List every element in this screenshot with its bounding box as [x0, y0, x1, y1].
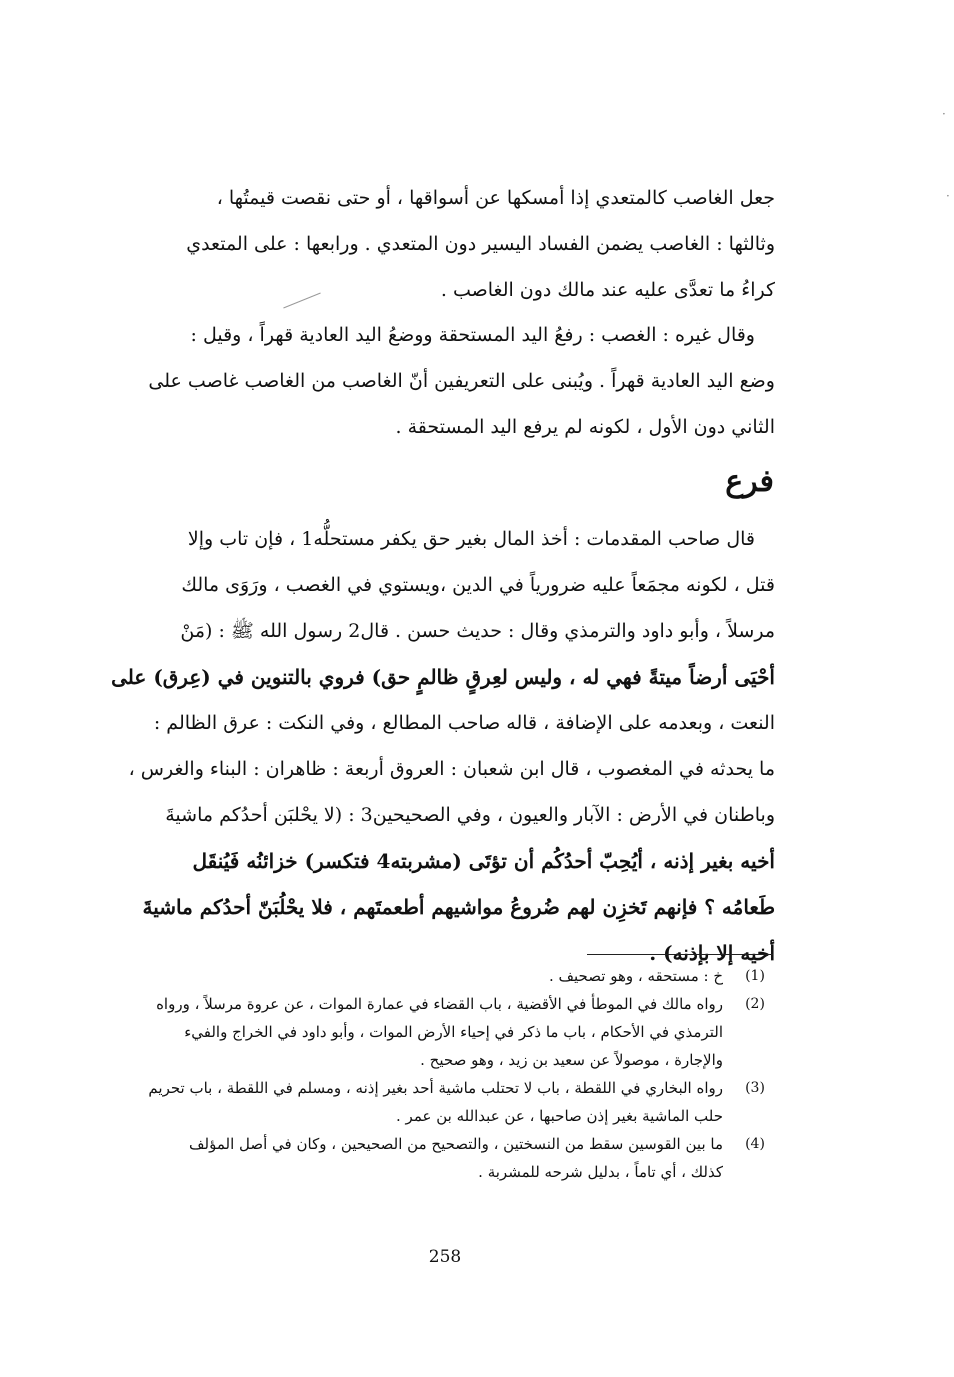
text-line: وثالثها : الغاصب يضمن الفساد اليسير دون المتعدي . ورابعها : على المتعدي: [186, 233, 775, 255]
footnote-number: (1): [745, 968, 765, 984]
footnote-line: خ : مستحقه ، وهو تصحيف .: [548, 967, 723, 985]
footnote-line: رواه مالك في الموطأ في الأقضية ، باب القضاء في عمارة الموات ، عن عروة مرسلاً ، ورواه: [156, 995, 723, 1013]
text-line: قتل ، لكونه مجمَعاً عليه ضرورياً في الدين ،ويستوي في الغصب ، ورَوَى مالك: [181, 574, 775, 596]
paragraph-2: [100, 312, 775, 450]
footnotes: [100, 962, 775, 1186]
text-line: ما يحدثه في المغصوب ، قال ابن شعبان : العروق أربعة : ظاهران : البناء والغرس ،: [128, 758, 775, 780]
text-line: النعت ، وبعدمه على الإضافة ، قاله صاحب المطالع ، وفي النكت : عرق الظالم :: [153, 712, 775, 734]
footnote-line: الترمذي في الأحكام ، باب ما ذكر في إحياء الأرض الموات ، وأبو داود في الخراج والفيء: [184, 1023, 723, 1041]
text-line: وقال غيره : الغصب : رفعُ اليد المستحقة ووضعُ اليد العادية قهراً ، وقيل :: [190, 324, 755, 346]
text-line: الثاني دون الأول ، لكونه لم يرفع اليد المستحقة .: [395, 416, 775, 438]
footnote-line: رواه البخاري في اللقطة ، باب لا تحتلب ماشية أحد بغير إذنه ، ومسلم في اللقطة ، باب تحريم: [148, 1079, 723, 1097]
footnote-3: [100, 1074, 775, 1130]
text-line-hadith: طَعامُه ؟ فإنهم تَخزِن لهم ضُروعُ مواشيهم أطعمتَهم ، فلا يحْلُبَنّ أحدُكم ماشيةَ: [142, 895, 775, 919]
footnote-line: كذلك ، أي تاماً ، بدليل شرحه للمشربة .: [478, 1163, 723, 1181]
text-line-hadith: أخيه إلا بإذنه) .: [649, 941, 775, 965]
margin-speck: ·: [942, 107, 946, 121]
text-line: مرسلاً ، وأبو داود والترمذي وقال : حديث حسن . قال2 رسول الله ﷺ : (مَنْ: [180, 620, 775, 642]
footnote-2: [100, 990, 775, 1074]
section-heading: فرع: [725, 464, 774, 499]
text-line: وضع اليد العادية قهراً . ويُبنى على التعريفين أنّ الغاصب من الغاصب غاصب على: [148, 370, 775, 392]
text-line-hadith: أخيه بغير إذنه ، أيُحِبّ أحدُكُم أن تؤتَى (مشربته4 فتكسر) خزائنُه فَيُنقَل: [192, 849, 775, 873]
page-number: 258: [428, 1247, 462, 1267]
footnote-number: (2): [745, 996, 765, 1012]
footnote-4: [100, 1130, 775, 1186]
footnote-number: (3): [745, 1080, 765, 1096]
text-line: وباطنان في الأرض : الآبار والعيون ، وفي الصحيحين3 : (لا يحْلبَن أحدُكم ماشيةَ: [165, 804, 775, 826]
footnote-number: (4): [745, 1136, 765, 1152]
text-line: جعل الغاصب كالمتعدي إذا أمسكها عن أسواقها ، أو حتى نقصت قيمتُها ،: [216, 187, 775, 209]
footnote-separator: [587, 954, 773, 955]
text-line: كراءُ ما تعدَّى عليه عند مالك دون الغاصب .: [440, 279, 775, 301]
footnote-line: والإجارة ، موصولاً عن سعيد بن زيد ، وهو صحيح .: [420, 1051, 723, 1069]
footnote-line: حلب الماشية بغير إذن صاحبها ، عن عبدالله بن عمر .: [396, 1107, 723, 1125]
footnote-1: [100, 962, 775, 990]
footnote-line: ما بين القوسين سقط من النسختين ، والتصحيح من الصحيحين ، وكان في أصل المؤلف: [188, 1135, 723, 1153]
paragraph-1: [100, 175, 775, 313]
paragraph-3: [100, 516, 775, 976]
text-line: قال صاحب المقدمات : أخذ المال بغير حق يكفر مستحلُّه1 ، فإن تاب وإلا: [187, 528, 755, 550]
margin-speck: ·: [946, 189, 950, 203]
text-line-hadith: أحْيَى أرضاً ميتةً فهي له ، وليس لعِرقٍ ظالمٍ حق) فروي بالتنوين في (عِرق) على: [111, 665, 775, 689]
